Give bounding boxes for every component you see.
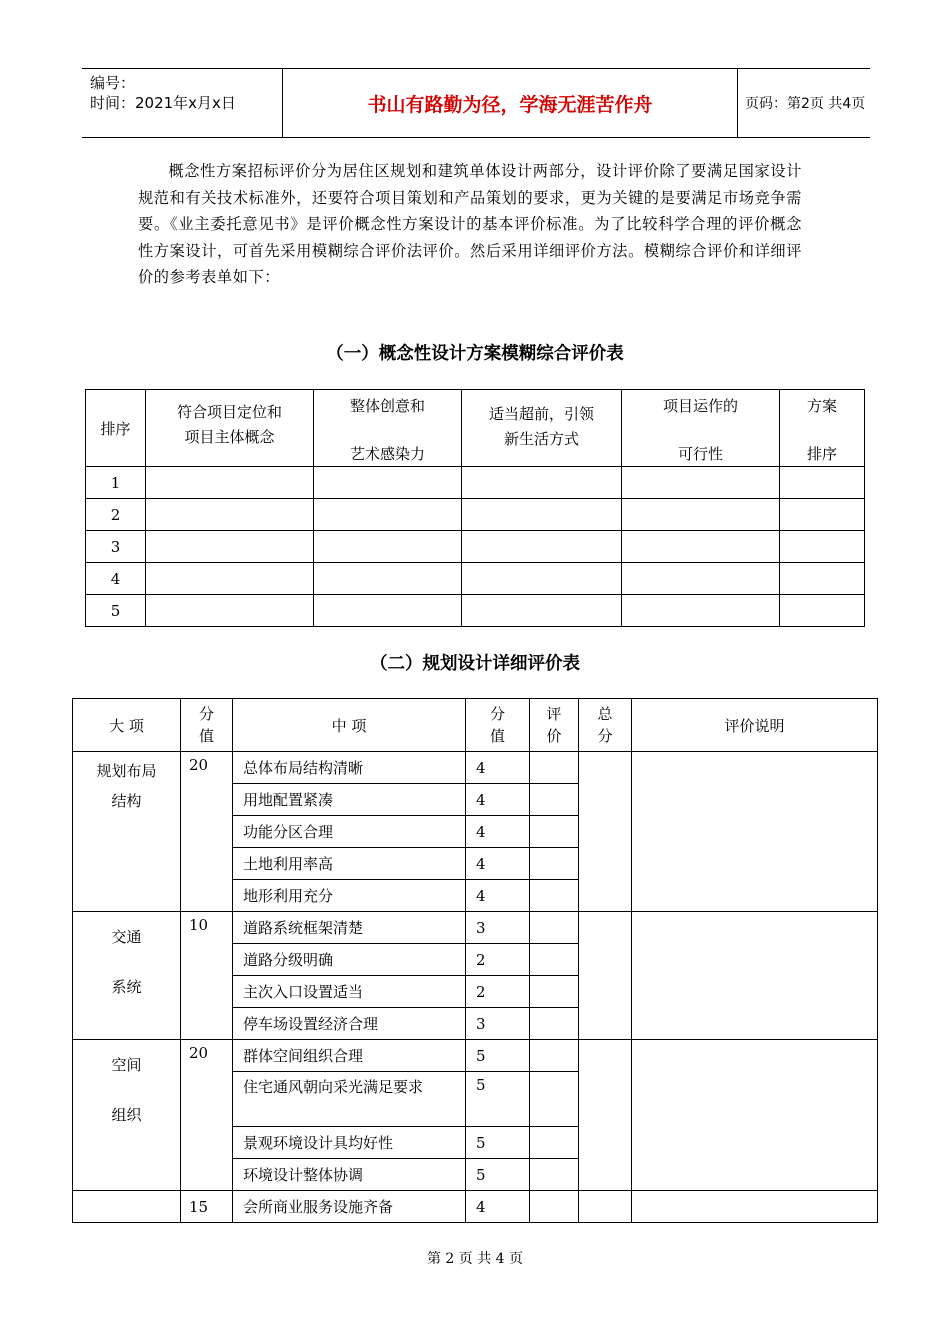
input-cell[interactable]	[462, 531, 622, 563]
middle-item-cell: 用地配置紧凑	[233, 784, 466, 816]
input-cell[interactable]	[314, 563, 462, 595]
evaluation-cell[interactable]	[530, 880, 579, 912]
middle-item-cell: 群体空间组织合理	[233, 1040, 466, 1072]
creativity-header: 整体创意和 艺术感染力	[314, 390, 462, 467]
points-cell: 5	[466, 1127, 530, 1159]
evaluation-cell[interactable]	[530, 944, 579, 976]
rank-cell: 4	[86, 563, 146, 595]
points-cell: 5	[466, 1159, 530, 1191]
input-cell[interactable]	[314, 467, 462, 499]
points-cell: 4	[466, 816, 530, 848]
rank-header: 排序	[86, 390, 146, 467]
points-cell: 2	[466, 976, 530, 1008]
points-header: 分 值	[466, 699, 530, 752]
header-motto: 书山有路勤为径，学海无涯苦作舟	[282, 69, 738, 137]
rank-cell: 2	[86, 499, 146, 531]
note-cell[interactable]	[632, 752, 878, 912]
table2-title: （二）规划设计详细评价表	[370, 654, 580, 674]
middle-item-cell: 景观环境设计具均好性	[233, 1127, 466, 1159]
table1-title: （一）概念性设计方案模糊综合评价表	[326, 344, 624, 364]
table-row	[86, 563, 865, 595]
note-cell[interactable]	[632, 912, 878, 1040]
intro-text: 概念性方案招标评价分为居住区规划和建筑单体设计两部分，设计评价除了要满足国家设计规范和有关技术标准外，还要符合项目策划和产品策划的要求，更为关键的是要满足市场竞争需要。《业主委托意见书》是评价概念性方案设计的基本评价标准。为了比较科学合理的评价概念性方案设计，可首先采用模糊综合评价法评价。然后采用详细评价方法。模糊综合评价和详细评价的参考表单如下：	[138, 162, 802, 287]
rank-cell: 1	[86, 467, 146, 499]
points-cell: 3	[466, 1008, 530, 1040]
evaluation-header: 评 价	[530, 699, 579, 752]
note-cell[interactable]	[632, 1191, 878, 1223]
major-item-cell: 交通 系统	[73, 912, 181, 1040]
fuzzy-evaluation-table	[85, 389, 865, 627]
middle-item-cell: 住宅通风朝向采光满足要求	[233, 1072, 466, 1127]
input-cell[interactable]	[622, 467, 780, 499]
intro-paragraph	[138, 158, 802, 291]
points-cell: 5	[466, 1040, 530, 1072]
evaluation-cell[interactable]	[530, 784, 579, 816]
lifestyle-header: 适当超前，引领 新生活方式	[462, 390, 622, 467]
input-cell[interactable]	[146, 467, 314, 499]
points-cell: 3	[466, 912, 530, 944]
table-row	[73, 1191, 878, 1223]
rank-cell: 3	[86, 531, 146, 563]
page-header	[82, 68, 870, 138]
note-header: 评价说明	[632, 699, 878, 752]
input-cell[interactable]	[622, 499, 780, 531]
feasibility-header: 项目运作的 可行性	[622, 390, 780, 467]
page-footer: 第 2 页 共 4 页	[426, 1251, 524, 1267]
total-cell[interactable]	[579, 1191, 632, 1223]
table2-header-row	[73, 699, 878, 752]
evaluation-cell[interactable]	[530, 1127, 579, 1159]
table-row	[86, 595, 865, 627]
score-cell: 15	[181, 1191, 233, 1223]
middle-item-cell: 主次入口设置适当	[233, 976, 466, 1008]
middle-item-cell: 总体布局结构清晰	[233, 752, 466, 784]
score-cell: 20	[181, 1040, 233, 1191]
input-cell[interactable]	[622, 531, 780, 563]
score-cell: 10	[181, 912, 233, 1040]
points-cell: 4	[466, 880, 530, 912]
evaluation-cell[interactable]	[530, 848, 579, 880]
input-cell[interactable]	[146, 563, 314, 595]
major-item-cell: 空间 组织	[73, 1040, 181, 1191]
total-cell[interactable]	[579, 752, 632, 912]
total-header: 总 分	[579, 699, 632, 752]
positioning-header: 符合项目定位和 项目主体概念	[146, 390, 314, 467]
evaluation-cell[interactable]	[530, 1040, 579, 1072]
middle-item-cell: 会所商业服务设施齐备	[233, 1191, 466, 1223]
evaluation-cell[interactable]	[530, 752, 579, 784]
table-row	[73, 1040, 878, 1072]
points-cell: 4	[466, 1191, 530, 1223]
evaluation-cell[interactable]	[530, 1191, 579, 1223]
score-cell: 20	[181, 752, 233, 912]
major-item-header: 大 项	[73, 699, 181, 752]
input-cell[interactable]	[622, 595, 780, 627]
input-cell[interactable]	[462, 595, 622, 627]
score-header: 分 值	[181, 699, 233, 752]
points-cell: 4	[466, 784, 530, 816]
input-cell[interactable]	[622, 563, 780, 595]
points-cell: 4	[466, 848, 530, 880]
table-row	[86, 499, 865, 531]
points-cell: 2	[466, 944, 530, 976]
input-cell[interactable]	[146, 595, 314, 627]
header-meta	[82, 69, 282, 137]
input-cell[interactable]	[314, 531, 462, 563]
input-cell[interactable]	[780, 563, 865, 595]
header-page-label: 页码：第2页 共4页	[745, 96, 866, 112]
number-label: 编号：	[90, 74, 136, 92]
middle-item-cell: 功能分区合理	[233, 816, 466, 848]
table-row	[86, 531, 865, 563]
evaluation-cell[interactable]	[530, 976, 579, 1008]
input-cell[interactable]	[146, 531, 314, 563]
middle-item-cell: 环境设计整体协调	[233, 1159, 466, 1191]
detailed-evaluation-table	[72, 698, 878, 1223]
points-cell: 5	[466, 1072, 530, 1127]
evaluation-cell[interactable]	[530, 1159, 579, 1191]
input-cell[interactable]	[780, 499, 865, 531]
input-cell[interactable]	[780, 595, 865, 627]
rank-cell: 5	[86, 595, 146, 627]
total-cell[interactable]	[579, 1040, 632, 1191]
input-cell[interactable]	[780, 531, 865, 563]
major-item-cell	[73, 1191, 181, 1223]
middle-item-cell: 地形利用充分	[233, 880, 466, 912]
total-cell[interactable]	[579, 912, 632, 1040]
table-row	[73, 912, 878, 944]
input-cell[interactable]	[462, 563, 622, 595]
evaluation-cell[interactable]	[530, 816, 579, 848]
table-row	[86, 467, 865, 499]
evaluation-cell[interactable]	[530, 1072, 579, 1127]
middle-item-cell: 道路系统框架清楚	[233, 912, 466, 944]
input-cell[interactable]	[462, 467, 622, 499]
evaluation-cell[interactable]	[530, 1008, 579, 1040]
input-cell[interactable]	[314, 595, 462, 627]
scheme-rank-header: 方案 排序	[780, 390, 865, 467]
evaluation-cell[interactable]	[530, 912, 579, 944]
major-item-cell: 规划布局 结构	[73, 752, 181, 912]
middle-item-header: 中 项	[233, 699, 466, 752]
input-cell[interactable]	[780, 467, 865, 499]
middle-item-cell: 停车场设置经济合理	[233, 1008, 466, 1040]
input-cell[interactable]	[462, 499, 622, 531]
middle-item-cell: 土地利用率高	[233, 848, 466, 880]
points-cell: 4	[466, 752, 530, 784]
table1-header-row	[86, 390, 865, 467]
note-cell[interactable]	[632, 1040, 878, 1191]
middle-item-cell: 道路分级明确	[233, 944, 466, 976]
time-label: 时间：2021年x月x日	[90, 94, 236, 112]
input-cell[interactable]	[314, 499, 462, 531]
input-cell[interactable]	[146, 499, 314, 531]
table-row	[73, 752, 878, 784]
